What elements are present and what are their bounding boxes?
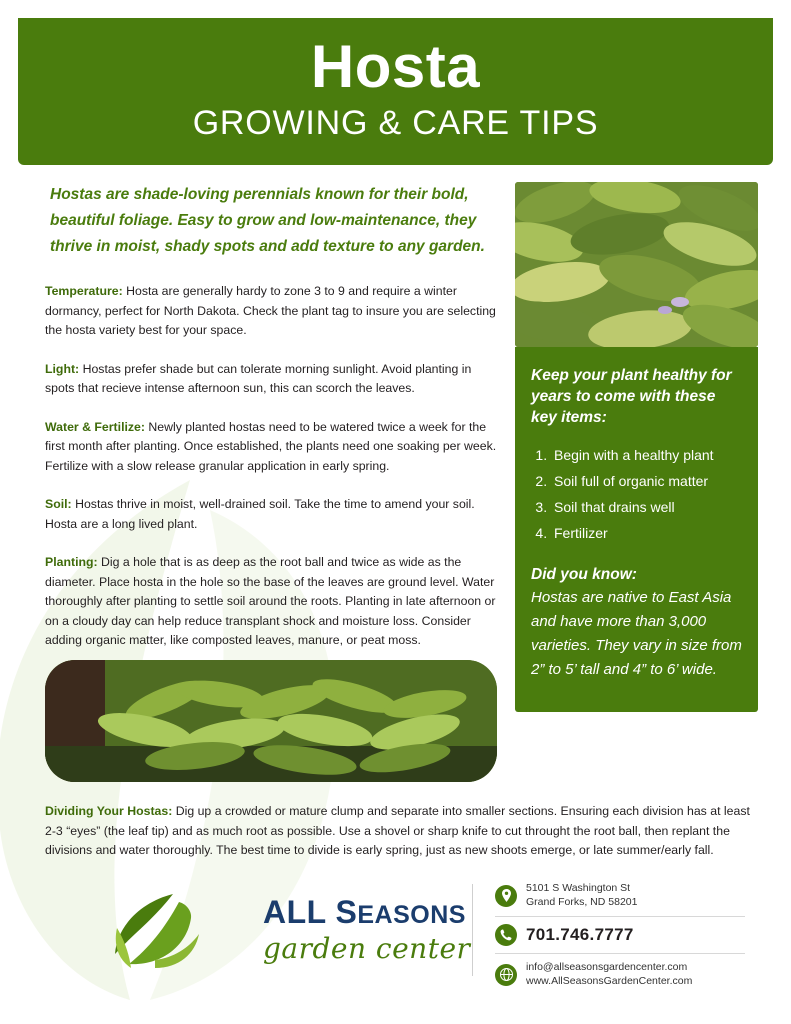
list-item: 4. Fertilizer bbox=[551, 520, 742, 546]
logo-all: ALL bbox=[263, 894, 336, 930]
location-pin-icon bbox=[495, 885, 517, 907]
logo-s: S bbox=[335, 894, 358, 930]
section-heading-light: Light: bbox=[45, 361, 80, 376]
did-you-know-title: Did you know: bbox=[531, 566, 637, 583]
hosta-leaves-photo bbox=[515, 182, 758, 347]
key-items-list bbox=[531, 442, 742, 546]
section-light bbox=[45, 360, 497, 399]
section-heading-dividing: Dividing Your Hostas: bbox=[45, 804, 173, 819]
section-water-fertilize bbox=[45, 418, 497, 477]
leaf-logo-icon bbox=[95, 888, 255, 974]
section-planting bbox=[45, 553, 497, 651]
company-logo[interactable] bbox=[95, 888, 471, 974]
page-title: Hosta bbox=[310, 33, 481, 100]
contact-separator-2 bbox=[495, 953, 745, 954]
phone-number[interactable]: 701.746.7777 bbox=[526, 925, 634, 945]
intro-paragraph: Hostas are shade-loving perennials known for their bold, beautiful foliage. Easy to grow and low-maintenance, they thrive in moist, shady spots and add texture to any garden. bbox=[50, 186, 485, 255]
web-text bbox=[526, 961, 692, 988]
left-column bbox=[45, 182, 497, 670]
contact-address-row bbox=[495, 882, 765, 909]
address-line-1: 5101 S Washington St bbox=[526, 882, 631, 894]
globe-icon bbox=[495, 964, 517, 986]
section-heading-soil: Soil: bbox=[45, 497, 72, 511]
logo-easons: EASONS bbox=[357, 901, 466, 929]
contact-web-row[interactable] bbox=[495, 961, 765, 988]
section-body-soil: Hostas thrive in moist, well-drained soil. Take the time to amend your soil. Hosta are a long lived plant. bbox=[45, 497, 475, 531]
key-items-box bbox=[515, 347, 758, 712]
section-body-dividing: Dig up a crowded or mature clump and separate into smaller sections. Ensuring each division has at least 2-3 “eyes” (the leaf tip) and as much root as possible. Use a shovel or sharp knife to cut throught the root ball, then replant the divisions and water thoroughly. The best time to divide is early spring, just as new shoots emerge, or late summer/early fall. bbox=[45, 804, 750, 858]
section-body-planting: Dig a hole that is as deep as the root ball and twice as wide as the diameter. Place hosta in the hole so the base of the leaves are ground level. Water thoroughly after planting to settle soil around the roots. Planting in late afternoon or on a cloudy day can help reduce transplant shock and moisture loss. Consider adding organic matter, like composted leaves, manure, or peat moss. bbox=[45, 555, 496, 647]
address-text bbox=[526, 882, 637, 909]
section-heading-temperature: Temperature: bbox=[45, 284, 123, 298]
list-item: 1. Begin with a healthy plant bbox=[551, 442, 742, 468]
page-footer bbox=[0, 880, 791, 1000]
right-column bbox=[515, 182, 758, 712]
key-items-heading: Keep your plant healthy for years to come with these key items: bbox=[531, 367, 732, 426]
logo-line-2: garden center bbox=[263, 932, 471, 965]
contact-phone-row[interactable] bbox=[495, 924, 765, 946]
section-heading-water-fertilize: Water & Fertilize: bbox=[45, 419, 145, 434]
list-item: 2. Soil full of organic matter bbox=[551, 468, 742, 494]
hosta-plants-photo bbox=[45, 660, 497, 782]
section-soil bbox=[45, 495, 497, 534]
address-line-2: Grand Forks, ND 58201 bbox=[526, 895, 638, 908]
page-header bbox=[18, 18, 773, 165]
section-temperature bbox=[45, 282, 497, 341]
phone-icon bbox=[495, 924, 517, 946]
website-url[interactable]: www.AllSeasonsGardenCenter.com bbox=[526, 974, 693, 987]
section-dividing-your-hostas bbox=[45, 802, 755, 861]
section-body-temperature: Hosta are generally hardy to zone 3 to 9 and require a winter dormancy, perfect for North Dakota. Check the plant tag to insure you are selecting the hosta variety best for your space. bbox=[45, 284, 496, 337]
page-subtitle: GROWING & CARE TIPS bbox=[192, 104, 599, 142]
section-body-light: Hostas prefer shade but can tolerate morning sunlight. Avoid planting in spots that recieve intense afternoon sun, this can scorch the leaves. bbox=[45, 361, 472, 395]
email-address[interactable]: info@allseasonsgardencenter.com bbox=[526, 961, 688, 973]
list-item: 3. Soil that drains well bbox=[551, 494, 742, 520]
section-heading-planting: Planting: bbox=[45, 555, 98, 569]
footer-divider bbox=[472, 884, 473, 976]
did-you-know-text: Hostas are native to East Asia and have more than 3,000 varieties. They vary in size from 2” to 5’ tall and 4” to 6’ wide. bbox=[531, 589, 742, 678]
contact-separator bbox=[495, 916, 745, 917]
section-body-water-fertilize: Newly planted hostas need to be watered twice a week for the first month after planting. Once established, the plants need one soaking per week. Fertilize with a slow release granular application in early spring. bbox=[45, 419, 497, 473]
contact-block bbox=[495, 882, 765, 995]
